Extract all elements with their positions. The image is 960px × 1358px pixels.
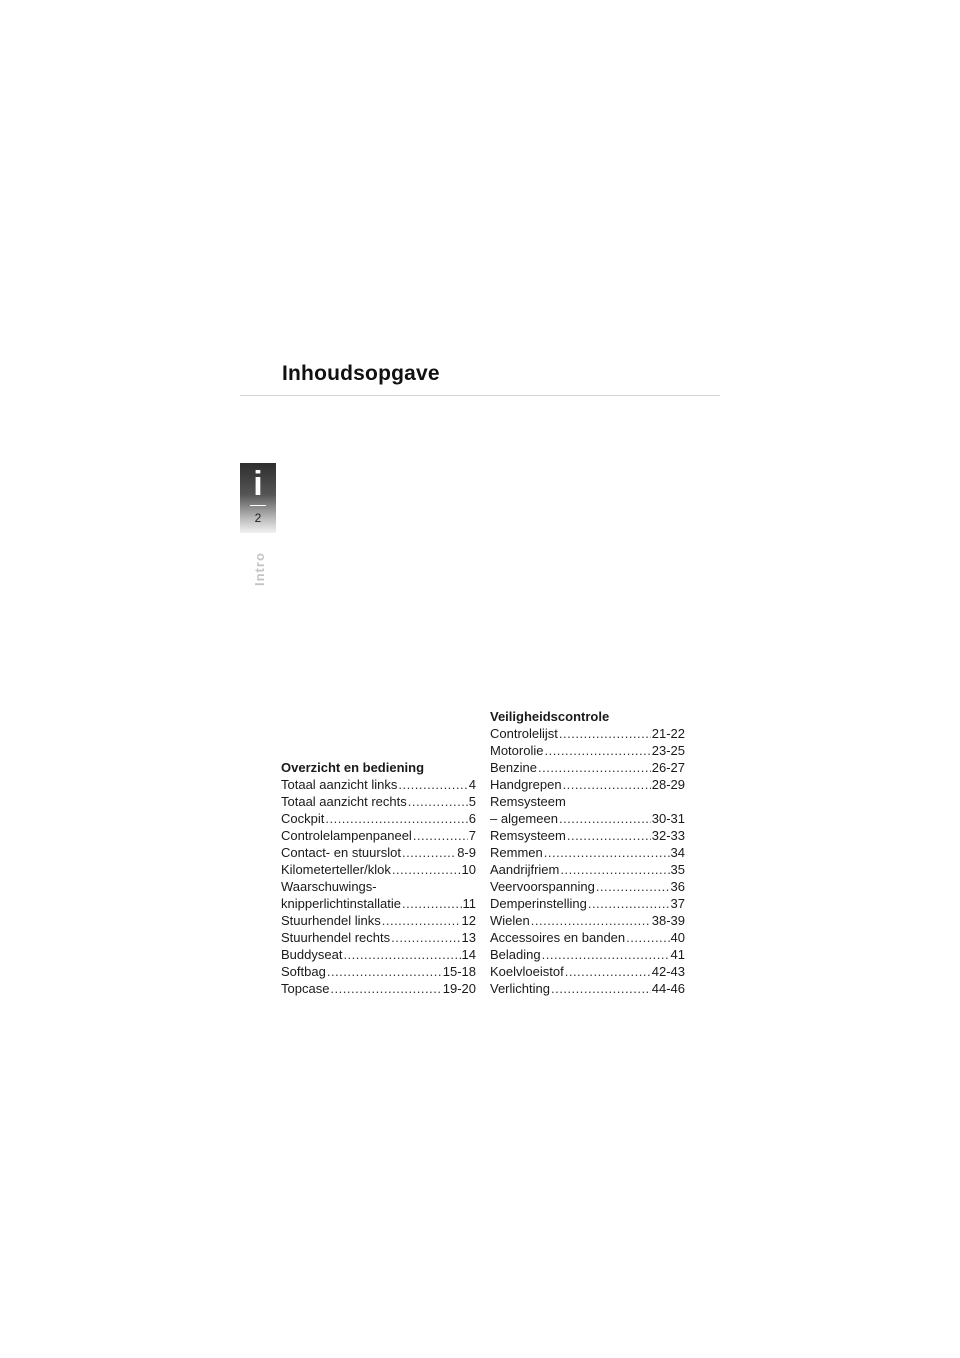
toc-entry-page: 23-25 xyxy=(651,743,685,758)
leader-dots xyxy=(588,895,670,912)
toc-entry-title: Remsysteem xyxy=(490,828,566,843)
toc-entry[interactable] xyxy=(490,725,685,742)
toc-entry-page: 5 xyxy=(468,794,476,809)
toc-entry-title: Wielen xyxy=(490,913,530,928)
leader-dots xyxy=(343,946,460,963)
toc-entry-page: 28-29 xyxy=(651,777,685,792)
toc-entry-page: 13 xyxy=(461,930,476,945)
leader-dots xyxy=(544,742,650,759)
toc-entry-page: 42-43 xyxy=(651,964,685,979)
toc-entry-page: 8-9 xyxy=(457,845,476,860)
toc-entry-title: Stuurhendel rechts xyxy=(281,930,391,945)
leader-dots xyxy=(626,929,669,946)
leader-dots xyxy=(325,810,467,827)
toc-entry-page: 4 xyxy=(468,777,476,792)
toc-entry-title: Remmen xyxy=(490,845,543,860)
toc-entry-page: 7 xyxy=(468,828,476,843)
toc-entry-page: 6 xyxy=(468,811,476,826)
leader-dots xyxy=(538,759,651,776)
leader-dots xyxy=(565,963,651,980)
toc-entry[interactable] xyxy=(490,895,685,912)
leader-dots xyxy=(559,810,651,827)
toc-entry[interactable] xyxy=(490,980,685,997)
toc-entry[interactable] xyxy=(490,810,685,827)
toc-entry-page: 44-46 xyxy=(651,981,685,996)
leader-dots xyxy=(413,827,468,844)
toc-column-right xyxy=(490,708,685,997)
toc-entry[interactable] xyxy=(490,844,685,861)
leader-dots xyxy=(398,776,467,793)
toc-entry-page: 11 xyxy=(462,896,476,911)
toc-entry-title: Veervoorspanning xyxy=(490,879,595,894)
leader-dots xyxy=(330,980,441,997)
toc-entry[interactable] xyxy=(281,861,476,878)
leader-dots xyxy=(392,861,461,878)
chapter-tab xyxy=(240,463,276,533)
toc-entry-title: Topcase xyxy=(281,981,330,996)
toc-entry-title: Contact- en stuurslot xyxy=(281,845,401,860)
toc-entry-title: Koelvloeistof xyxy=(490,964,564,979)
toc-entry[interactable] xyxy=(281,776,476,793)
section-label: Intro xyxy=(252,552,267,586)
toc-entry[interactable] xyxy=(281,827,476,844)
leader-dots xyxy=(402,895,462,912)
toc-entry[interactable] xyxy=(281,912,476,929)
toc-entry[interactable] xyxy=(490,912,685,929)
toc-entry-title: Accessoires en banden xyxy=(490,930,626,945)
toc-entry[interactable] xyxy=(281,810,476,827)
tab-divider xyxy=(250,505,266,506)
toc-entry-page: 41 xyxy=(670,947,685,962)
toc-entry[interactable] xyxy=(490,878,685,895)
toc-entry-page: 36 xyxy=(670,879,685,894)
toc-entry-title: – algemeen xyxy=(490,811,558,826)
toc-entry[interactable] xyxy=(490,929,685,946)
toc-entry-page: 30-31 xyxy=(651,811,685,826)
toc-entry-page: 38-39 xyxy=(651,913,685,928)
toc-entry-page: 32-33 xyxy=(651,828,685,843)
toc-heading: Overzicht en bediening xyxy=(281,760,425,775)
toc-entry-title: Benzine xyxy=(490,760,537,775)
toc-entry-page: 34 xyxy=(670,845,685,860)
toc-entry-page: 14 xyxy=(461,947,476,962)
page-title: Inhoudsopgave xyxy=(282,362,440,385)
toc-entry-title: Handgrepen xyxy=(490,777,562,792)
toc-entry-page: 15-18 xyxy=(442,964,476,979)
toc-entry[interactable] xyxy=(281,963,476,980)
toc-entry-title: Controlelijst xyxy=(490,726,558,741)
toc-entry[interactable] xyxy=(281,793,476,810)
info-icon: i xyxy=(253,465,263,503)
toc-column-left xyxy=(281,759,476,997)
toc-entry-page: 10 xyxy=(461,862,476,877)
leader-dots xyxy=(551,980,651,997)
toc-entry[interactable] xyxy=(281,895,476,912)
leader-dots xyxy=(402,844,456,861)
leader-dots xyxy=(563,776,651,793)
leader-dots xyxy=(559,725,651,742)
toc-entry[interactable] xyxy=(490,827,685,844)
toc-entry[interactable] xyxy=(281,929,476,946)
toc-entry-page: 19-20 xyxy=(442,981,476,996)
leader-dots xyxy=(560,861,669,878)
leader-dots xyxy=(596,878,670,895)
toc-entry-title: Controlelampenpaneel xyxy=(281,828,412,843)
toc-entry[interactable] xyxy=(490,946,685,963)
page-number: 2 xyxy=(254,511,262,525)
toc-entry[interactable] xyxy=(490,861,685,878)
toc-entry-title: Kilometerteller/klok xyxy=(281,862,391,877)
leader-dots xyxy=(391,929,460,946)
toc-entry-title: Totaal aanzicht links xyxy=(281,777,398,792)
toc-heading: Veiligheidscontrole xyxy=(490,709,610,724)
toc-entry-title: Waarschuwings- xyxy=(281,879,377,894)
toc-entry[interactable] xyxy=(281,844,476,861)
toc-entry-title: Cockpit xyxy=(281,811,325,826)
toc-entry-title: Verlichting xyxy=(490,981,550,996)
leader-dots xyxy=(567,827,651,844)
leader-dots xyxy=(544,844,670,861)
toc-entry-title: Buddyseat xyxy=(281,947,343,962)
toc-entry-title: knipperlichtinstallatie xyxy=(281,896,401,911)
leader-dots xyxy=(382,912,461,929)
toc-entry-title: Softbag xyxy=(281,964,326,979)
toc-entry[interactable] xyxy=(490,742,685,759)
leader-dots xyxy=(327,963,442,980)
toc-entry-title: Belading xyxy=(490,947,541,962)
toc-entry-page: 21-22 xyxy=(651,726,685,741)
toc-entry-page: 35 xyxy=(670,862,685,877)
toc-entry[interactable] xyxy=(281,980,476,997)
toc-entry-title: Motorolie xyxy=(490,743,544,758)
toc-entry-page: 40 xyxy=(670,930,685,945)
toc-entry-title: Totaal aanzicht rechts xyxy=(281,794,407,809)
toc-entry-page: 26-27 xyxy=(651,760,685,775)
leader-dots xyxy=(408,793,468,810)
toc-entry[interactable] xyxy=(490,776,685,793)
title-divider xyxy=(240,395,720,396)
leader-dots xyxy=(531,912,651,929)
toc-entry[interactable] xyxy=(281,946,476,963)
leader-dots xyxy=(542,946,670,963)
toc-entry-title: Stuurhendel links xyxy=(281,913,381,928)
toc-entry[interactable] xyxy=(490,963,685,980)
toc-entry[interactable] xyxy=(490,759,685,776)
toc-entry-title: Remsysteem xyxy=(490,794,566,809)
toc-entry-page: 12 xyxy=(461,913,476,928)
toc-entry-title: Aandrijfriem xyxy=(490,862,560,877)
toc-entry-title: Demperinstelling xyxy=(490,896,587,911)
toc-entry-page: 37 xyxy=(670,896,685,911)
